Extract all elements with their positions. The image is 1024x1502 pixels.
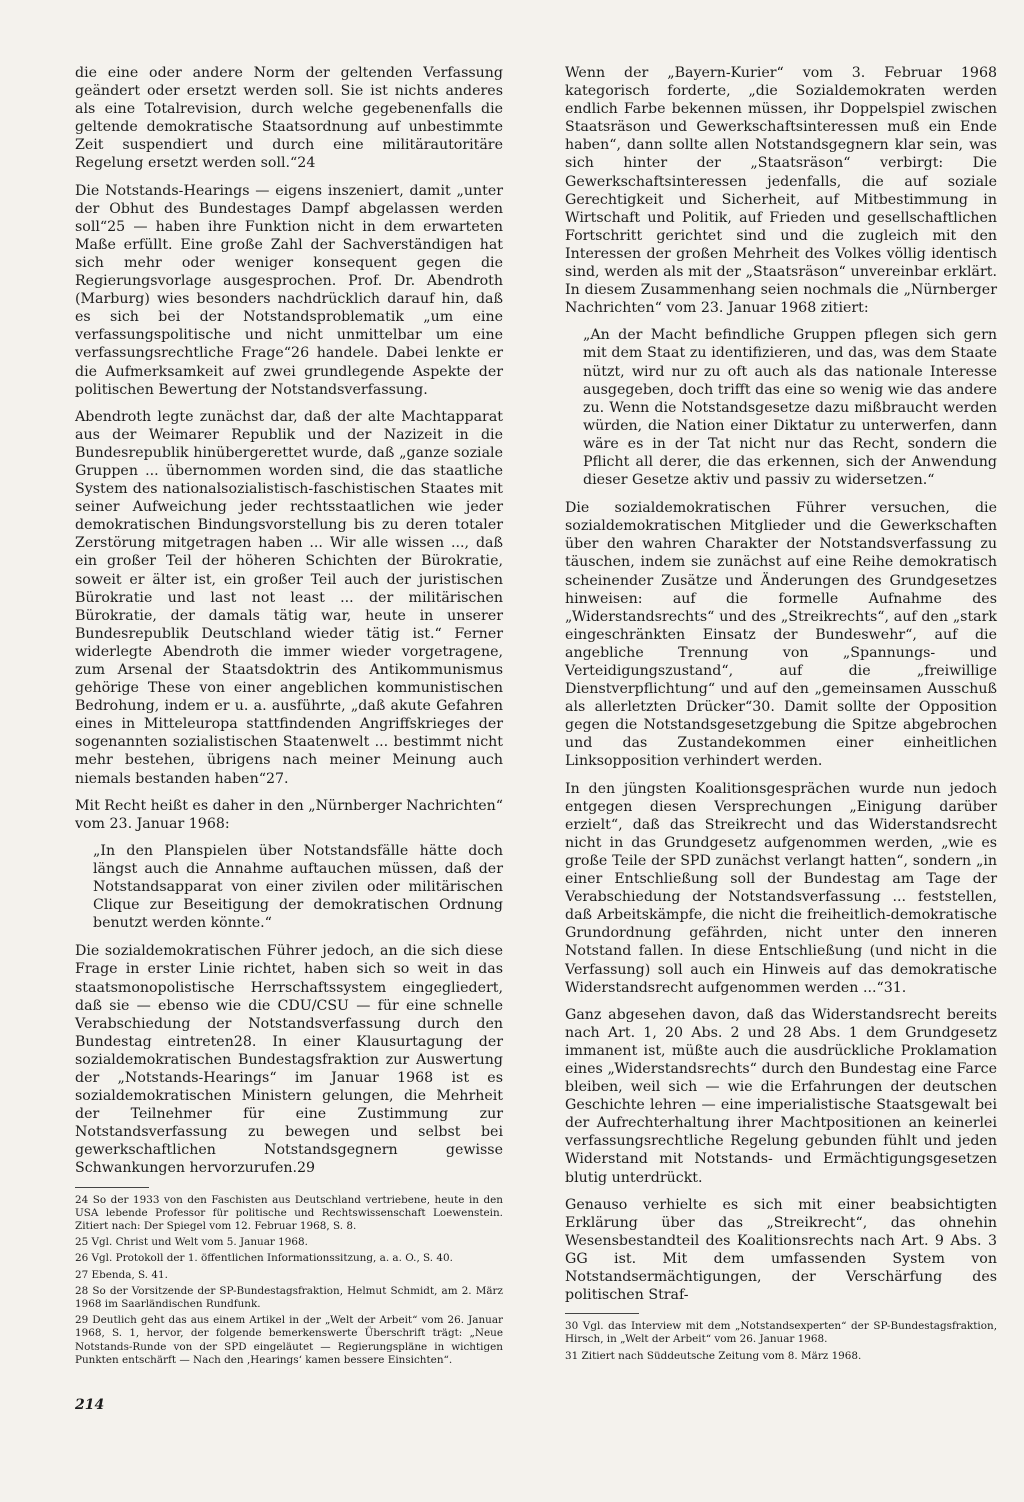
left-column: [75, 64, 503, 1370]
paragraph: Wenn der „Bayern-Kurier“ vom 3. Februar 1968 kategorisch forderte, „die Sozialdemokraten werden endlich Farbe bekennen müssen, ihr Doppelspiel zwischen Staatsräson und Gewerkschaftsinteressen muß ein Ende haben“, dann sollte allen Notstandsgegnern klar sein, was sich hinter der „Staatsräson“ verbirgt: Die Gewerkschaftsinteressen jedenfalls, die auf soziale Gerechtigkeit und Sicherheit, auf Mitbestimmung in Wirtschaft und Politik, auf Frieden und gesellschaftlichen Fortschritt gerichtet sind und die zugleich mit den Interessen der großen Mehrheit des Volkes völlig identisch sind, werden als mit der „Staatsräson“ unvereinbar erklärt. In diesem Zusammenhang seien nochmals die „Nürnberger Nachrichten“ vom 23. Januar 1968 zitiert:: [565, 65, 997, 317]
footnote-divider: [565, 1313, 639, 1314]
paragraph: Abendroth legte zunächst dar, daß der alte Machtapparat aus der Weimarer Republik und der Nazizeit in die Bundesrepublik hinübergerettet wurde, daß „ganze soziale Gruppen ... übernommen worden sind, die das staatliche System des nationalsozialistisch-faschistischen Staates mit seiner Aufweichung jeder rechtsstaatlichen wie jeder demokratischen Bindungsvorstellung bis zu deren totaler Zerstörung mitgetragen haben ... Wir alle wissen ..., daß ein großer Teil der höheren Schichten der Bürokratie, soweit er älter ist, ein großer Teil auch der juristischen Bürokratie und last not least ... der militärischen Bürokratie, der damals tätig war, heute in unserer Bundesrepublik Deutschland wieder tätig ist.“ Ferner widerlegte Abendroth die immer wieder vorgetragene, zum Arsenal der Staatsdoktrin des Antikommunismus gehörige These von einer angeblichen kommunistischen Bedrohung, indem er u. a. ausführte, „daß akute Gefahren eines in Mitteleuropa stattfindenden Angriffskrieges der sogenannten sozialistischen Staatenwelt ... bestimmt nicht mehr bestehen, übrigens nach meiner Meinung auch niemals bestanden haben“27.: [75, 408, 503, 787]
footnote: 26 Vgl. Protokoll der 1. öffentlichen Informationssitzung, a. a. O., S. 40.: [75, 1252, 453, 1265]
footnote: 29 Deutlich geht das aus einem Artikel in der „Welt der Arbeit“ vom 26. Januar 1968, S. 1, hervor, der folgende bemerkenswerte Überschrift trägt: „Neue Notstands-Runde von der SPD eingeläutet — Regierungspläne in wichtigen Punkten entschärft — Nach den ‚Hearings‘ kamen bessere Einsichten“.: [75, 1314, 503, 1366]
page-number: 214: [75, 1397, 105, 1413]
footnote: 25 Vgl. Christ und Welt vom 5. Januar 1968.: [75, 1236, 308, 1249]
footnote: 28 So der Vorsitzende der SP-Bundestagsfraktion, Helmut Schmidt, am 2. März 1968 im Saarländischen Rundfunk.: [75, 1284, 503, 1310]
footnote-divider: [75, 1187, 149, 1188]
paragraph: die eine oder andere Norm der geltenden Verfassung geändert oder ersetzt werden soll. Sie ist nichts anderes als eine Totalrevision, durch welche gegebenenfalls die geltende demokratische Staatsordnung auf unbestimmte Zeit suspendiert und durch eine militärautoritäre Regelung ersetzt werden soll.“24: [75, 65, 503, 172]
paragraph: Mit Recht heißt es daher in den „Nürnberger Nachrichten“ vom 23. Januar 1968:: [75, 797, 503, 832]
footnote: 27 Ebenda, S. 41.: [75, 1268, 168, 1281]
block-quote: „An der Macht befindliche Gruppen pflegen sich gern mit dem Staat zu identifizieren, und das, was dem Staate nützt, wird nur zu oft auch als das nationale Interesse ausgegeben, doch trifft das eine so wenig wie das andere zu. Wenn die Notstandsgesetze dazu mißbraucht werden würden, die Nation einer Diktatur zu unterwerfen, dann wäre es in der Tat nicht nur das Recht, sondern die Pflicht all derer, die das erkennen, sich der Anwendung dieser Gesetze aktiv und passiv zu widersetzen.“: [583, 327, 997, 489]
footnote: 31 Zitiert nach Süddeutsche Zeitung vom 8. März 1968.: [565, 1349, 862, 1362]
paragraph: In den jüngsten Koalitionsgesprächen wurde nun jedoch entgegen diesen Versprechungen „Einigung darüber erzielt“, daß das Streikrecht und das Widerstandsrecht nicht in das Grundgesetz aufgenommen werden, „wie es große Teile der SPD zunächst verlangt hatten“, sondern „in einer Entschließung soll der Bundestag am Tage der Verabschiedung der Notstandsverfassung ... feststellen, daß Arbeitskämpfe, die nicht die freiheitlich-demokratische Grundordnung gefährden, nicht unter den inneren Notstand fallen. In diese Entschließung (und nicht in die Verfassung) soll auch ein Hinweis auf das demokratische Widerstandsrecht aufgenommen werden ...“31.: [565, 780, 997, 996]
paragraph: Ganz abgesehen davon, daß das Widerstandsrecht bereits nach Art. 1, 20 Abs. 2 und 28 Abs. 1 dem Grundgesetz immanent ist, müßte auch die ausdrückliche Proklamation eines „Widerstandsrechts“ durch den Bundestag eine Farce bleiben, weil sich — wie die Erfahrungen der deutschen Geschichte lehren — eine imperialistische Staatsgewalt bei der Aufrechterhaltung ihrer Machtpositionen an keinerlei verfassungsrechtliche Regelung gebunden fühlt und jeden Widerstand mit Notstands- und Ermächtigungsgesetzen blutig unterdrückt.: [565, 1006, 997, 1186]
footnote: 30 Vgl. das Interview mit dem „Notstandsexperten“ der SP-Bundestagsfraktion, Hirsch, in „Welt der Arbeit“ vom 26. Januar 1968.: [565, 1320, 997, 1346]
paragraph: Die sozialdemokratischen Führer jedoch, an die sich diese Frage in erster Linie richtet, haben sich so weit in das staatsmonopolistische Herrschaftssystem eingegliedert, daß sie — ebenso wie die CDU/CSU — für eine schnelle Verabschiedung der Notstandsverfassung durch den Bundestag eintreten28. In einer Klausurtagung der sozialdemokratischen Bundestagsfraktion zur Auswertung der „Notstands-Hearings“ im Januar 1968 ist es sozialdemokratischen Ministern gelungen, die Mehrheit der Teilnehmer für eine Zustimmung zur Notstandsverfassung zu bewegen und selbst bei gewerkschaftlichen Notstandsgegnern gewisse Schwankungen hervorzurufen.29: [75, 943, 503, 1177]
footnote: 24 So der 1933 von den Faschisten aus Deutschland vertriebene, heute in den USA lebende Professor für politische und Rechtswissenschaft Loewenstein. Zitiert nach: Der Spiegel vom 12. Februar 1968, S. 8.: [75, 1193, 503, 1232]
right-column: [565, 64, 997, 1366]
block-quote: „In den Planspielen über Notstandsfälle hätte doch längst auch die Annahme auftauchen müssen, daß der Notstandsapparat von einer zivilen oder militärischen Clique zur Beseitigung der demokratischen Ordnung benutzt werden könnte.“: [93, 842, 503, 932]
paragraph: Genauso verhielte es sich mit einer beabsichtigten Erklärung über das „Streikrecht“, das ohnehin Wesensbestandteil des Koalitionsrechts nach Art. 9 Abs. 3 GG ist. Mit dem umfassenden System von Notstandsermächtigungen, der Verschärfung des politischen Straf-: [565, 1196, 997, 1304]
paragraph: Die Notstands-Hearings — eigens inszeniert, damit „unter der Obhut des Bundestages Dampf abgelassen werden soll“25 — haben ihre Funktion nicht in dem erwarteten Maße erfüllt. Eine große Zahl der Sachverständigen hat sich mehr oder weniger konsequent gegen die Regierungsvorlage ausgesprochen. Prof. Dr. Abendroth (Marburg) wies besonders nachdrücklich darauf hin, daß es sich bei der Notstandsproblematik „um eine verfassungspolitische und nicht unmittelbar um eine verfassungsrechtliche Frage“26 handele. Dabei lenkte er die Aufmerksamkeit auf zwei grundlegende Aspekte der politischen Bewertung der Notstandsverfassung.: [75, 182, 503, 398]
paragraph: Die sozialdemokratischen Führer versuchen, die sozialdemokratischen Mitglieder und die Gewerkschaften über den wahren Charakter der Notstandsverfassung zu täuschen, indem sie zunächst auf eine Reihe demokratisch scheinender Zusätze und Änderungen des Grundgesetzes hinweisen: auf die formelle Aufnahme des „Widerstandsrechts“ und des „Streikrechts“, auf den „stark eingeschränkten Einsatz der Bundeswehr“, auf die angebliche Trennung von „Spannungs- und Verteidigungszustand“, auf die „freiwillige Dienstverpflichtung“ und auf den „gemeinsamen Ausschuß als allerletzten Drücker“30. Damit sollte der Opposition gegen die Notstandsgesetzgebung die Spitze abgebrochen und das Zustandekommen einer einheitlichen Linksopposition verhindert werden.: [565, 500, 997, 770]
